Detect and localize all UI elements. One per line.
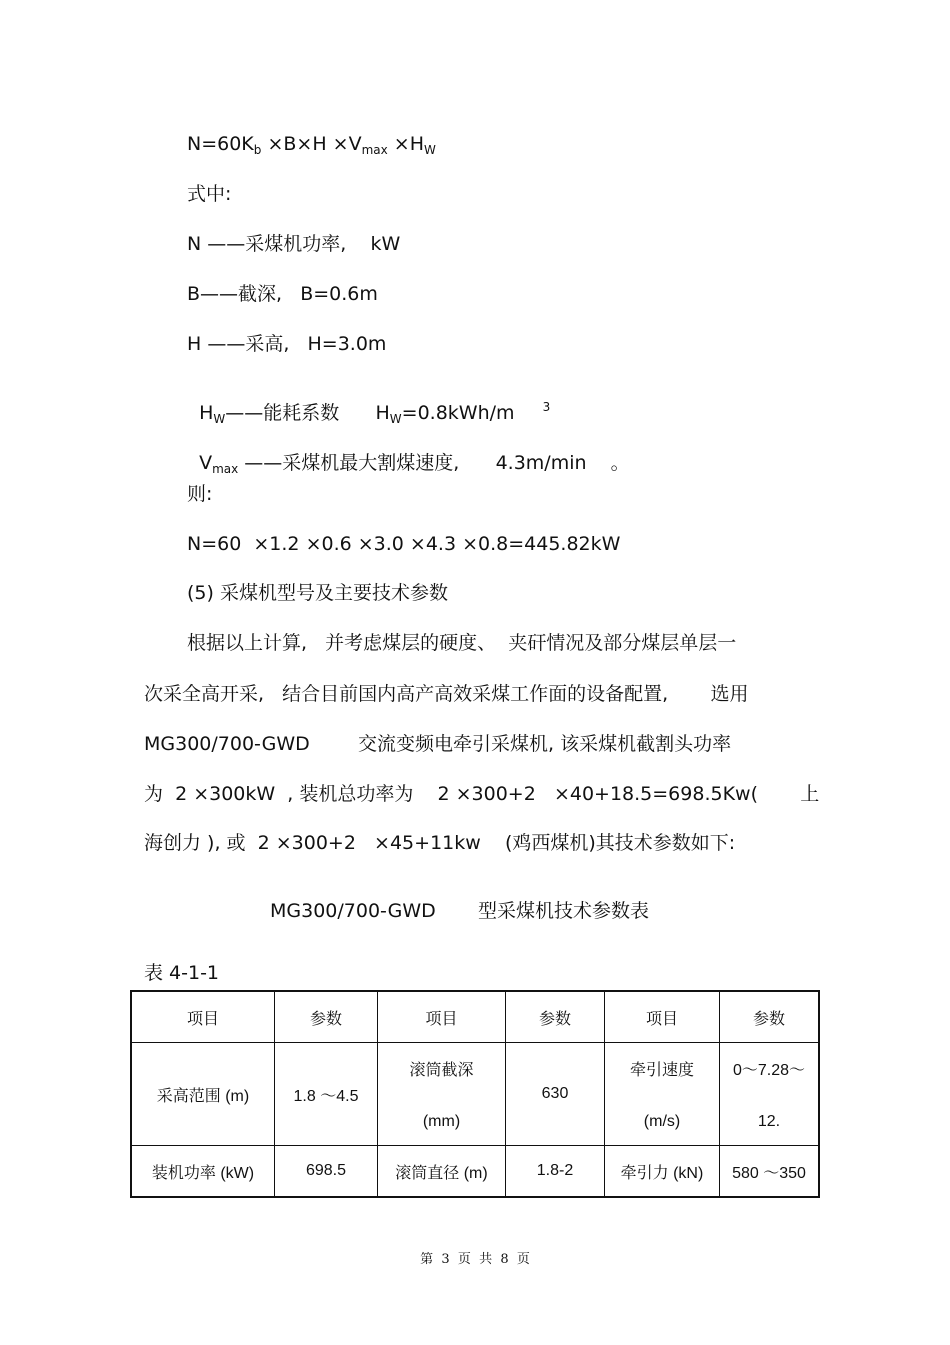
def-hw-symbol: H <box>199 402 214 424</box>
formula-line <box>187 133 436 157</box>
def-v-symbol: V <box>199 452 213 474</box>
formula-text: N=60K <box>187 133 254 155</box>
then-label: 则: <box>187 483 213 505</box>
haul-speed-value-1: 0～7.28～ <box>732 1062 806 1079</box>
header-item-1: 项目 <box>131 991 275 1043</box>
table-label: 表 4-1-1 <box>144 962 220 984</box>
cell-haul-speed-label <box>605 1043 720 1146</box>
def-hw-sub-2: W <box>389 412 402 426</box>
cell-haul-force-value: 580 ～350 <box>720 1146 820 1198</box>
cell-haul-force-label: 牵引力 (kN) <box>605 1146 720 1198</box>
cell-haul-speed-value <box>720 1043 820 1146</box>
def-hw-sub: W <box>213 412 226 426</box>
def-vmax <box>187 435 630 476</box>
cell-drum-depth-value: 630 <box>506 1043 605 1146</box>
table-title: MG300/700-GWD 型采煤机技术参数表 <box>270 900 650 922</box>
calc-line: N=60 ×1.2 ×0.6 ×3.0 ×4.3 ×0.8=445.82kW <box>187 533 621 555</box>
where-label: 式中: <box>187 183 232 205</box>
haul-speed-unit: (m/s) <box>643 1113 681 1130</box>
para-line-1: 根据以上计算, 并考虑煤层的硬度、 夹矸情况及部分煤层单层一 <box>187 632 737 654</box>
def-hw-value: =0.8kWh/m <box>401 402 515 424</box>
header-item-2: 项目 <box>378 991 506 1043</box>
def-hw <box>187 385 551 426</box>
page-footer: 第 3 页 共 8 页 <box>420 1252 530 1267</box>
drum-depth-text: 滚筒截深 <box>409 1062 474 1079</box>
formula-text-2: ×B×H ×V <box>261 133 362 155</box>
def-v-text: ——采煤机最大割煤速度, 4.3m/min 。 <box>238 452 630 474</box>
formula-sub-max: max <box>361 143 388 157</box>
table-header-row <box>131 991 819 1043</box>
table-row <box>131 1146 819 1198</box>
header-param-1: 参数 <box>275 991 378 1043</box>
para-line-3: MG300/700-GWD 交流变频电牵引采煤机, 该采煤机截割头功率 <box>144 733 732 755</box>
formula-sub-b: b <box>253 143 262 157</box>
section-heading: (5) 采煤机型号及主要技术参数 <box>187 582 448 604</box>
para-line-4: 为 2 ×300kW , 装机总功率为 2 ×300+2 ×40+18.5=698.5Kw( 上 <box>144 783 820 805</box>
def-hw-sup: 3 <box>542 400 551 414</box>
cell-power-label: 装机功率 (kW) <box>131 1146 275 1198</box>
formula-text-3: ×H <box>387 133 424 155</box>
def-h: H ——采高, H=3.0m <box>187 333 387 355</box>
cell-drum-diameter-value: 1.8-2 <box>506 1146 605 1198</box>
cell-mining-height-label: 采高范围 (m) <box>131 1043 275 1146</box>
cell-mining-height-value: 1.8 ～4.5 <box>275 1043 378 1146</box>
cell-power-value: 698.5 <box>275 1146 378 1198</box>
def-n: N ——采煤机功率, kW <box>187 233 401 255</box>
header-param-2: 参数 <box>506 991 605 1043</box>
header-param-3: 参数 <box>720 991 820 1043</box>
cell-drum-diameter-label: 滚筒直径 (m) <box>378 1146 506 1198</box>
def-b: B——截深, B=0.6m <box>187 283 378 305</box>
drum-depth-unit: (mm) <box>422 1113 461 1130</box>
haul-speed-value-2: 12. <box>757 1113 781 1130</box>
def-v-sub: max <box>212 462 239 476</box>
para-line-2: 次采全高开采, 结合目前国内高产高效采煤工作面的设备配置, 选用 <box>144 683 749 705</box>
spec-table <box>130 990 820 1198</box>
formula-sub-w: W <box>423 143 436 157</box>
def-hw-text: ——能耗系数 H <box>225 402 390 424</box>
cell-drum-depth-label <box>378 1043 506 1146</box>
header-item-3: 项目 <box>605 991 720 1043</box>
haul-speed-text: 牵引速度 <box>629 1062 694 1079</box>
para-line-5: 海创力 ), 或 2 ×300+2 ×45+11kw (鸡西煤机)其技术参数如下: <box>144 832 736 854</box>
table-row <box>131 1043 819 1146</box>
